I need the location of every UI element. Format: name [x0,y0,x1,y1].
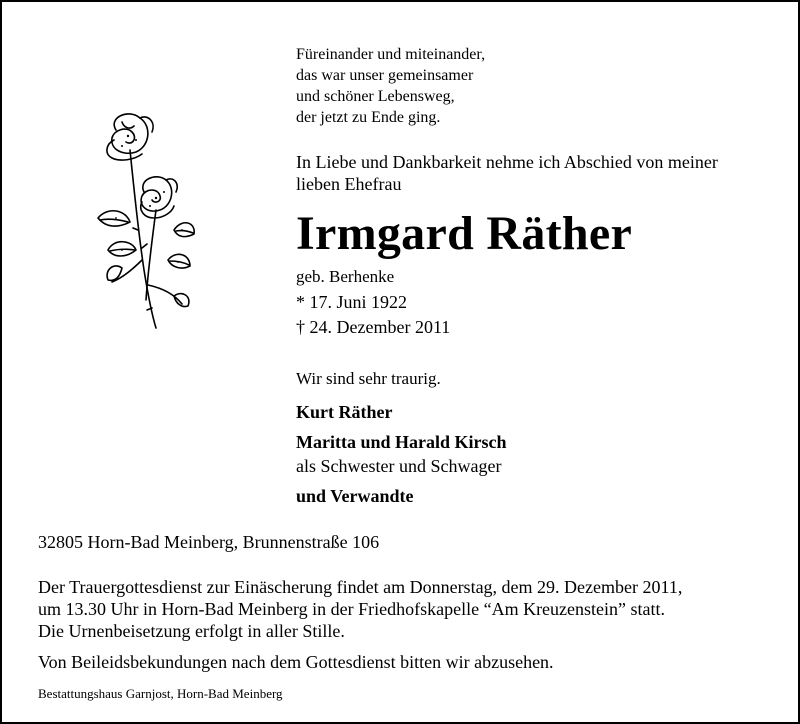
poem-line: und schöner Lebensweg, [296,88,455,105]
intro-line: In Liebe und Dankbarkeit nehme ich Abschied von meiner [296,152,718,172]
poem-line: das war unser gemeinsamer [296,67,474,84]
poem-line: der jetzt zu Ende ging. [296,109,441,126]
death-date: † 24. Dezember 2011 [296,317,451,337]
intro-line: lieben Ehefrau [296,174,402,194]
service-info [38,576,682,642]
maiden-name: geb. Berhenke [296,267,395,286]
address: 32805 Horn-Bad Meinberg, Brunnenstraße 106 [38,532,380,552]
service-line: um 13.30 Uhr in Horn-Bad Meinberg in der Friedhofskapelle “Am Kreuzenstein” statt. [38,599,666,619]
mourner-husband: Kurt Räther [296,402,393,422]
rose-icon [78,110,198,330]
condolence-note: Von Beileidsbekundungen nach dem Gottesdienst bitten wir abzusehen. [38,652,554,672]
birth-date: * 17. Juni 1922 [296,292,408,312]
service-line: Die Urnenbeisetzung erfolgt in aller Stille. [38,621,345,641]
funeral-home: Bestattungshaus Garnjost, Horn-Bad Meinberg [38,686,283,701]
service-line: Der Trauergottesdienst zur Einäscherung findet am Donnerstag, dem 29. Dezember 2011, [38,577,683,597]
mourner-siblings: Maritta und Harald Kirsch [296,432,507,452]
farewell-intro [296,151,718,195]
poem [296,44,485,128]
deceased-name: Irmgard Räther [296,207,633,260]
mourning-statement: Wir sind sehr traurig. [296,369,441,388]
mourner-relatives: und Verwandte [296,486,414,506]
poem-line: Füreinander und miteinander, [296,46,486,63]
mourner-relation: als Schwester und Schwager [296,456,502,476]
